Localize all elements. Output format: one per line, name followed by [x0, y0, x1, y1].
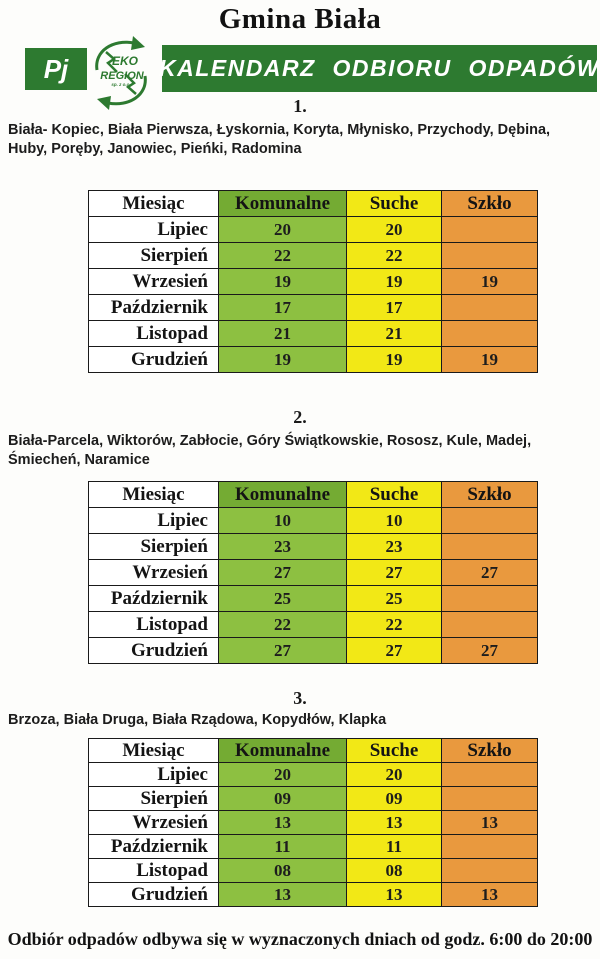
value-cell [442, 763, 538, 787]
waste-calendar-table-1 [88, 190, 538, 373]
value-cell [442, 243, 538, 269]
table-row [89, 508, 538, 534]
value-cell: 10 [219, 508, 347, 534]
banner-title: KALENDARZ ODBIORU ODPADÓW [162, 45, 597, 92]
pj-logo [25, 48, 87, 90]
table-row [89, 217, 538, 243]
month-cell: Listopad [89, 321, 219, 347]
month-cell: Wrzesień [89, 269, 219, 295]
month-cell: Listopad [89, 859, 219, 883]
section-1-localities [8, 121, 596, 159]
value-cell: 23 [347, 534, 442, 560]
value-cell: 27 [347, 560, 442, 586]
value-cell: 11 [219, 835, 347, 859]
value-cell: 20 [219, 217, 347, 243]
table-header-row [89, 482, 538, 508]
table-row [89, 295, 538, 321]
pj-logo-label: Pj [43, 53, 69, 84]
column-header-szklo: Szkło [442, 482, 538, 508]
month-cell: Sierpień [89, 787, 219, 811]
table-row [89, 638, 538, 664]
value-cell: 13 [219, 883, 347, 907]
table-row [89, 586, 538, 612]
table-row [89, 560, 538, 586]
month-cell: Sierpień [89, 534, 219, 560]
value-cell: 23 [219, 534, 347, 560]
column-header-szklo: Szkło [442, 739, 538, 763]
value-cell [442, 321, 538, 347]
value-cell: 19 [219, 347, 347, 373]
table-row [89, 883, 538, 907]
eko-logo-text-line2: REGION [100, 70, 144, 82]
column-header-komunalne: Komunalne [219, 191, 347, 217]
value-cell: 22 [219, 612, 347, 638]
value-cell [442, 612, 538, 638]
eko-logo-text-line3: sp. z o.o. [111, 82, 131, 87]
localities-line: Biała-Parcela, Wiktorów, Zabłocie, Góry Świątkowskie, Rososz, Kule, Madej, [8, 433, 532, 449]
value-cell: 27 [219, 638, 347, 664]
value-cell: 19 [442, 347, 538, 373]
table-row [89, 243, 538, 269]
column-header-month: Miesiąc [89, 739, 219, 763]
column-header-suche: Suche [347, 739, 442, 763]
month-cell: Lipiec [89, 217, 219, 243]
value-cell: 27 [219, 560, 347, 586]
value-cell: 19 [219, 269, 347, 295]
month-cell: Lipiec [89, 508, 219, 534]
column-header-szklo: Szkło [442, 191, 538, 217]
value-cell [442, 508, 538, 534]
value-cell: 20 [347, 217, 442, 243]
table-row [89, 321, 538, 347]
value-cell: 10 [347, 508, 442, 534]
waste-calendar-table-2 [88, 481, 538, 664]
value-cell: 09 [219, 787, 347, 811]
value-cell: 17 [219, 295, 347, 321]
value-cell: 25 [347, 586, 442, 612]
value-cell: 19 [347, 269, 442, 295]
month-cell: Lipiec [89, 763, 219, 787]
value-cell: 19 [347, 347, 442, 373]
column-header-suche: Suche [347, 482, 442, 508]
month-cell: Listopad [89, 612, 219, 638]
localities-line: Brzoza, Biała Druga, Biała Rządowa, Kopydłów, Klapka [8, 712, 387, 728]
footer-note: Odbiór odpadów odbywa się w wyznaczonych dniach od godz. 6:00 do 20:00 [7, 929, 593, 949]
waste-calendar-table-3 [88, 738, 538, 907]
value-cell: 27 [442, 560, 538, 586]
value-cell: 08 [347, 859, 442, 883]
table-row [89, 612, 538, 638]
column-header-month: Miesiąc [89, 482, 219, 508]
value-cell: 13 [219, 811, 347, 835]
table-row [89, 787, 538, 811]
value-cell: 27 [347, 638, 442, 664]
month-cell: Sierpień [89, 243, 219, 269]
section-3-localities [8, 711, 596, 730]
value-cell [442, 835, 538, 859]
month-cell: Październik [89, 295, 219, 321]
value-cell: 21 [347, 321, 442, 347]
value-cell: 08 [219, 859, 347, 883]
value-cell [442, 217, 538, 243]
value-cell: 27 [442, 638, 538, 664]
table-row [89, 534, 538, 560]
table-row [89, 269, 538, 295]
section-3-number: 3. [293, 688, 307, 708]
value-cell [442, 859, 538, 883]
page-title: Gmina Biała [218, 3, 382, 35]
value-cell: 20 [219, 763, 347, 787]
section-2-number: 2. [293, 407, 307, 427]
month-cell: Październik [89, 586, 219, 612]
value-cell: 22 [347, 612, 442, 638]
value-cell: 20 [347, 763, 442, 787]
table-header-row [89, 739, 538, 763]
column-header-komunalne: Komunalne [219, 739, 347, 763]
month-cell: Wrzesień [89, 560, 219, 586]
value-cell: 17 [347, 295, 442, 321]
value-cell [442, 787, 538, 811]
value-cell: 09 [347, 787, 442, 811]
month-cell: Grudzień [89, 347, 219, 373]
value-cell [442, 586, 538, 612]
localities-line: Biała- Kopiec, Biała Pierwsza, Łyskornia, Koryta, Młynisko, Przychody, Dębina, [8, 122, 551, 138]
month-cell: Grudzień [89, 883, 219, 907]
month-cell: Grudzień [89, 638, 219, 664]
section-2-localities [8, 432, 596, 470]
value-cell: 13 [442, 883, 538, 907]
section-1-number: 1. [293, 96, 307, 116]
value-cell [442, 295, 538, 321]
value-cell: 19 [442, 269, 538, 295]
localities-line: Śmiecheń, Naramice [8, 452, 150, 468]
value-cell: 13 [347, 811, 442, 835]
value-cell: 25 [219, 586, 347, 612]
eko-logo-text-line1: EKO [111, 54, 139, 68]
column-header-month: Miesiąc [89, 191, 219, 217]
value-cell: 13 [347, 883, 442, 907]
month-cell: Październik [89, 835, 219, 859]
table-row [89, 763, 538, 787]
value-cell: 21 [219, 321, 347, 347]
value-cell: 11 [347, 835, 442, 859]
localities-line: Huby, Poręby, Janowiec, Pieńki, Radomina [8, 141, 302, 157]
table-header-row [89, 191, 538, 217]
table-row [89, 835, 538, 859]
table-row [89, 347, 538, 373]
column-header-komunalne: Komunalne [219, 482, 347, 508]
value-cell: 22 [347, 243, 442, 269]
table-row [89, 859, 538, 883]
value-cell [442, 534, 538, 560]
value-cell: 13 [442, 811, 538, 835]
month-cell: Wrzesień [89, 811, 219, 835]
value-cell: 22 [219, 243, 347, 269]
column-header-suche: Suche [347, 191, 442, 217]
table-row [89, 811, 538, 835]
